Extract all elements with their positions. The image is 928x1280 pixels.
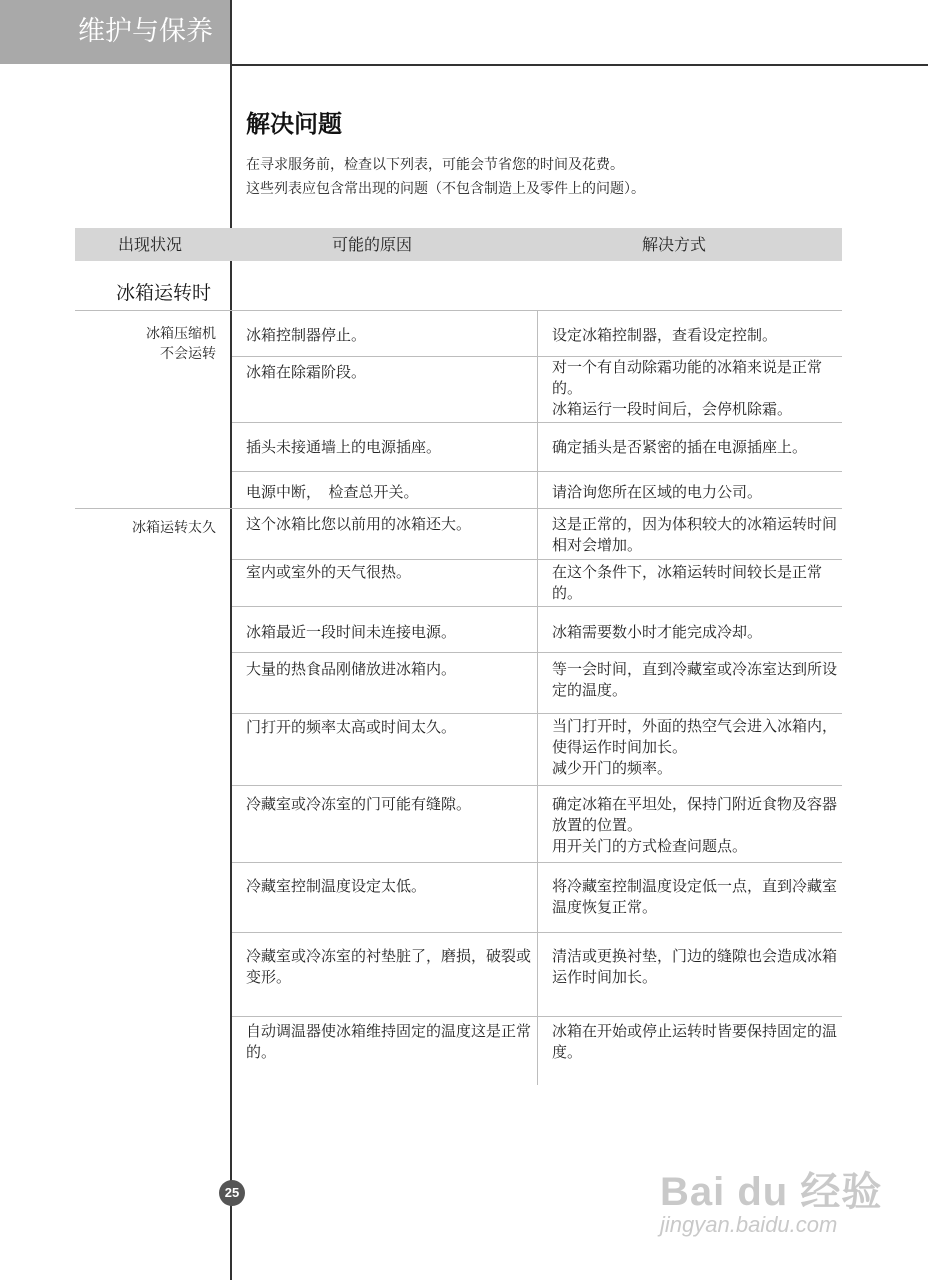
solution-cell: 在这个条件下，冰箱运转时间较长是正常的。 [552,563,823,602]
solution-cell [552,357,842,420]
solution-cell: 当门打开时，外面的热空气会进入冰箱内，使得运作时间加长。 减少开门的频率。 [552,717,838,777]
column-header-cause: 可能的原因 [332,235,413,254]
watermark-logo: Bai du 经验 [660,1170,883,1214]
solution-line: 对一个有自动除霜功能的冰箱来说是正常的。 冰箱运行一段时间后，会停机除霜。 [552,358,823,418]
solution-cell: 确定冰箱在平坦处，保持门附近食物及容器放置的位置。 用开关门的方式检查问题点。 [552,795,838,855]
page-vertical-rule [230,0,232,1280]
cause-cell: 电源中断， 检查总开关。 [246,483,419,501]
solution-cell: 确定插头是否紧密的插在电源插座上。 [552,438,808,456]
solution-cell: 清洁或更换衬垫，门边的缝隙也会造成冰箱运作时间加长。 [552,947,838,986]
solution-cell: 冰箱在开始或停止运转时皆要保持固定的温度。 [552,1022,838,1061]
cause-cell: 冷藏室控制温度设定太低。 [246,877,427,895]
intro-line-1: 在寻求服务前，检查以下列表，可能会节省您的时间及花费。 [246,157,624,173]
row-divider [75,508,842,509]
header-rule [230,64,928,66]
cause-cell: 门打开的频率太高或时间太久。 [246,718,457,736]
solution-cell: 等一会时间，直到冷藏室或冷冻室达到所设定的温度。 [552,660,838,699]
cause-cell: 室内或室外的天气很热。 [246,563,412,581]
cause-cell: 冰箱最近一段时间未连接电源。 [246,623,457,641]
row-divider [75,310,842,311]
solution-cell: 冰箱需要数小时才能完成冷却。 [552,623,763,641]
solution-cell: 将冷藏室控制温度设定低一点，直到冷藏室温度恢复正常。 [552,877,838,916]
cause-cell: 冷藏室或冷冻室的衬垫脏了，磨损，破裂或变形。 [246,947,532,986]
solution-cell: 这是正常的，因为体积较大的冰箱运转时间相对会增加。 [552,515,838,554]
cause-cell: 冷藏室或冷冻室的门可能有缝隙。 [246,795,472,813]
table-header [75,228,842,261]
intro-line-2: 这些列表应包含常出现的问题（不包含制造上及零件上的问题）。 [246,181,645,197]
page-number-badge: 25 [219,1180,245,1206]
cause-cell: 插头未接通墙上的电源插座。 [246,438,442,456]
column-header-solution: 解决方式 [642,235,707,254]
watermark-url: jingyan.baidu.com [660,1212,838,1237]
column-header-condition: 出现状况 [118,235,183,254]
solution-cell: 设定冰箱控制器，查看设定控制。 [552,326,778,344]
cause-cell: 冰箱在除霜阶段。 [246,363,367,381]
section-header-tab: 维护与保养 [0,0,230,64]
condition-runs-too-long: 冰箱运转太久 [132,520,216,536]
cause-cell: 这个冰箱比您以前用的冰箱还大。 [246,515,472,533]
cause-cell: 冰箱控制器停止。 [246,326,367,344]
column-divider [537,310,538,1085]
section-title: 冰箱运转时 [116,282,212,304]
condition-compressor: 冰箱压缩机 不会运转 [146,326,216,362]
page-title: 解决问题 [246,110,342,138]
cause-cell: 自动调温器使冰箱维持固定的温度这是正常的。 [246,1022,532,1061]
solution-cell: 请洽询您所在区域的电力公司。 [552,483,763,501]
cause-cell: 大量的热食品刚储放进冰箱内。 [246,660,457,678]
